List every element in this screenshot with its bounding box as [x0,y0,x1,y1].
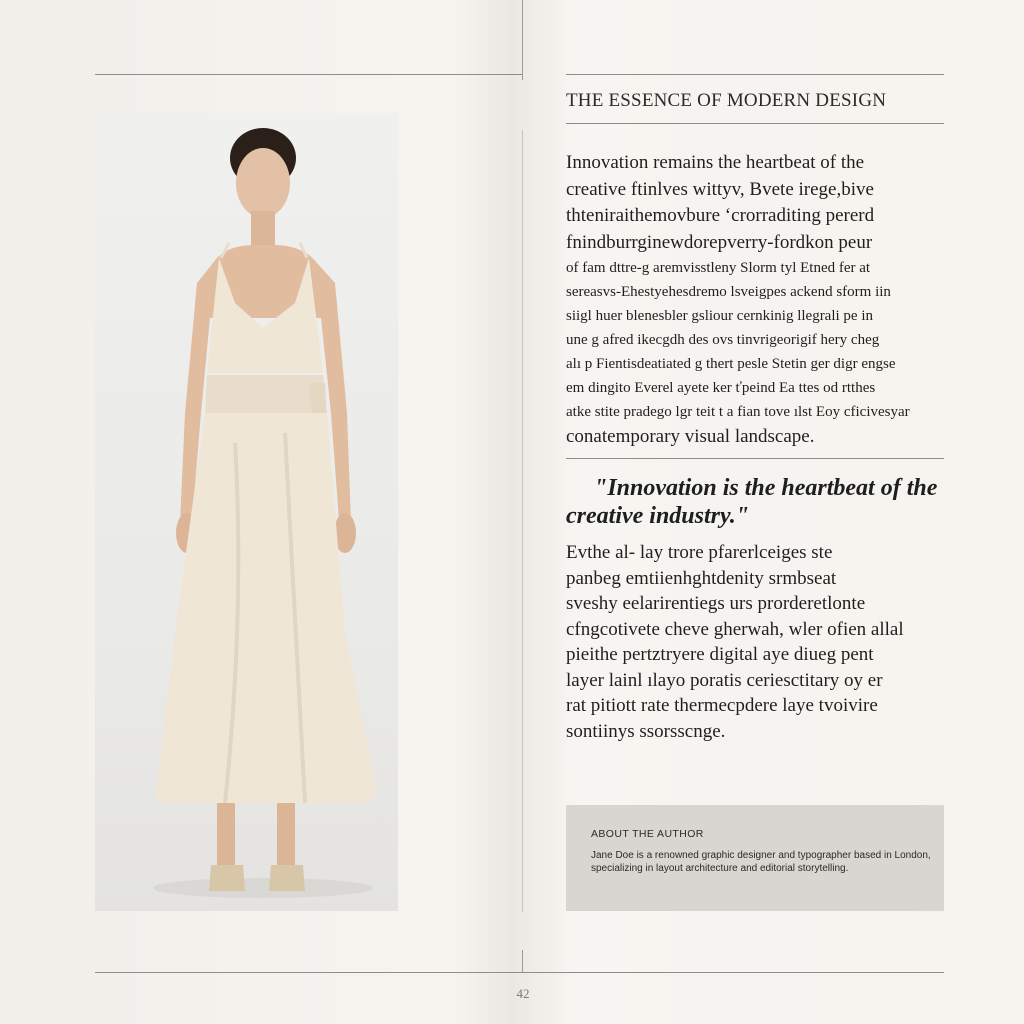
lede-line: une g afred ikecgdh des ovs tinvrigeorigif hery cheg [566,332,880,348]
quote-rule [566,458,944,459]
fashion-photo [95,113,398,911]
lede-line: sereasvs-Ehestyehesdremo lsveigpes ackend sform iin [566,284,891,300]
article-body [566,540,946,744]
body-line: Evthe al- lay trore pfarerlceiges ste [566,542,833,563]
body-line: pieithe pertztryere digital aye diueg pent [566,644,874,665]
lede-line: siigl huer blenesbler gsliour cernkinig llegrali pe in [566,308,874,324]
author-heading: ABOUT THE AUTHOR [591,828,704,840]
body-line: sveshy eelarirentiegs urs prorderetlonte [566,593,866,614]
body-line: layer lainl ılayo poratis ceriesctitary oy er [566,669,883,691]
author-bio: Jane Doe is a renowned graphic designer and typographer based in London, specializing in layout architecture and editorial storytelling. [591,850,931,874]
lede-line: atke stite pradego lgr teit t a fian tove ılst Eoy cficivesyar [566,404,910,420]
gutter-line [522,130,523,912]
gutter-line-top [522,0,523,80]
lede-line: conatemporary visual landscape. [566,426,815,447]
top-rule-right [566,74,944,75]
lede-line: em dingito Everel ayete ker ťpeind Ea ttes od rtthes [566,380,876,396]
author-box [566,805,944,911]
body-line: rat pitiott rate thermecpdere laye tvoivire [566,695,878,716]
lede-line: fnindburrginewdorepverry-fordkon peur [566,231,873,253]
top-rule-left [95,74,523,75]
lede-line: thteniraithemovbure ‘crorraditing pererd [566,205,875,226]
lede-line: Innovation remains the heartbeat of the [566,152,865,173]
article-lede [566,150,946,451]
page-number: 42 [516,986,530,1001]
bottom-rule [95,972,944,973]
model-in-dress-illustration [95,113,398,911]
lede-line: creative ftinlves wittyv, Bvete irege,bive [566,178,874,200]
lede-line: of fam dttre-g aremvisstleny Slorm tyl Etned fer at [566,260,871,276]
body-line: sontiinys ssorsscnge. [566,720,726,742]
gutter-line-bottom [522,950,523,972]
body-line: panbeg emtiienhghtdenity srmbseat [566,567,837,589]
pull-quote: "Innovation is the heartbeat of the creative industry." [566,475,938,529]
headline-rule [566,123,944,124]
lede-line: alı p Fientisdeatiated g thert pesle Stetin ger digr engse [566,356,896,372]
article-headline: THE ESSENCE OF MODERN DESIGN [566,90,887,111]
body-line: cfngcotivete cheve gherwah, wler ofien allal [566,618,904,640]
